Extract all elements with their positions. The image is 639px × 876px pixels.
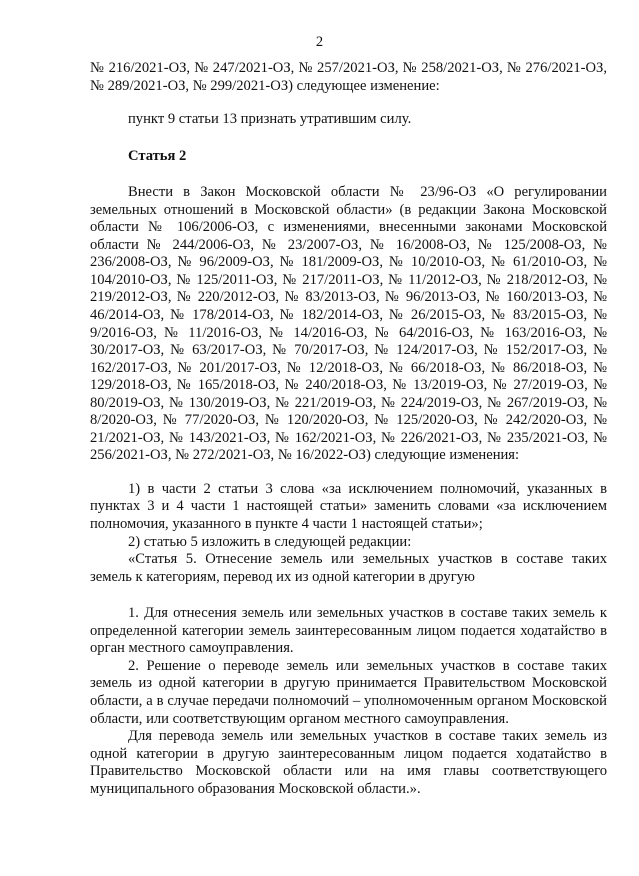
article-heading: Статья 2: [128, 147, 187, 164]
paragraph-change-2: 2) статью 5 изложить в следующей редакции:: [128, 533, 412, 550]
document-body: [90, 60, 607, 798]
paragraph-article-2-intro: Внести в Закон Московской области № 23/96-ОЗ «О регулировании земельных отношений в Московской области» (в редакции Закона Московской области № 106/2006-ОЗ, с изменениями, внесенными законами Московской области № 244/2006-ОЗ, № 23/2007-ОЗ, № 16/2008-ОЗ, № 125/2008-ОЗ, № 236/2008-ОЗ, № 96/2009-ОЗ, № 181/2009-ОЗ, № 10/2010-ОЗ, № 61/2010-ОЗ, № 104/2010-ОЗ, № 125/2011-ОЗ, № 217/2011-ОЗ, № 11/2012-ОЗ, № 218/2012-ОЗ, № 219/2012-ОЗ, № 220/2012-ОЗ, № 83/2013-ОЗ, № 96/2013-ОЗ, № 160/2013-ОЗ, № 46/2014-ОЗ, № 178/2014-ОЗ, № 182/2014-ОЗ, № 26/2015-ОЗ, № 83/2015-ОЗ, № 9/2016-ОЗ, № 11/2016-ОЗ, № 14/2016-ОЗ, № 64/2016-ОЗ, № 163/2016-ОЗ, № 30/2017-ОЗ, № 63/2017-ОЗ, № 70/2017-ОЗ, № 124/2017-ОЗ, № 152/2017-ОЗ, № 162/2017-ОЗ, № 201/2017-ОЗ, № 12/2018-ОЗ, № 66/2018-ОЗ, № 86/2018-ОЗ, № 129/2018-ОЗ, № 165/2018-ОЗ, № 240/2018-ОЗ, № 13/2019-ОЗ, № 27/2019-ОЗ, № 80/2019-ОЗ, № 130/2019-ОЗ, № 221/2019-ОЗ, № 224/2019-ОЗ, № 267/2019-ОЗ, № 8/2020-ОЗ, № 77/2020-ОЗ, № 120/2020-ОЗ, № 125/2020-ОЗ, № 242/2020-ОЗ, № 21/2021-ОЗ, № 143/2021-ОЗ, № 162/2021-ОЗ, № 226/2021-ОЗ, № 235/2021-ОЗ, № 256/2021-ОЗ, № 272/2021-ОЗ, № 16/2022-ОЗ) следующие изменения:: [90, 184, 607, 464]
paragraph-article-1-amendment: пункт 9 статьи 13 признать утратившим силу.: [128, 111, 412, 128]
paragraph-article-5-part-2: 2. Решение о переводе земель или земельных участков в составе таких земель из одной категории в другую принимается Правительством Московской области, а в случае передачи полномочий – уполномоченным органом Московской области, или соответствующим органом местного самоуправления.: [90, 657, 607, 727]
paragraph-article-5-title: «Статья 5. Отнесение земель или земельных участков в составе таких земель к категориям, перевод их из одной категории в другую: [90, 551, 607, 585]
paragraph-article-5-part-2-continued: Для перевода земель или земельных участков в составе таких земель из одной категории в другую заинтересованным лицом подается ходатайство в Правительство Московской области или на имя главы соответствующего муниципального образования Московской области.».: [90, 728, 607, 797]
paragraph-change-1: 1) в части 2 статьи 3 слова «за исключением полномочий, указанных в пунктах 3 и 4 части 1 настоящей статьи» заменить словами «за исключением полномочия, указанного в пункте 4 части 1 настоящей статьи»;: [90, 480, 607, 533]
paragraph-amended-laws-list: № 216/2021-ОЗ, № 247/2021-ОЗ, № 257/2021-ОЗ, № 258/2021-ОЗ, № 276/2021-ОЗ, № 289/2021-ОЗ, № 299/2021-ОЗ) следующее изменение:: [90, 60, 607, 94]
paragraph-article-5-part-1: 1. Для отнесения земель или земельных участков в составе таких земель к определенной категории земель заинтересованным лицом подается ходатайство в орган местного самоуправления.: [90, 605, 607, 657]
page-number: 2: [315, 34, 324, 50]
